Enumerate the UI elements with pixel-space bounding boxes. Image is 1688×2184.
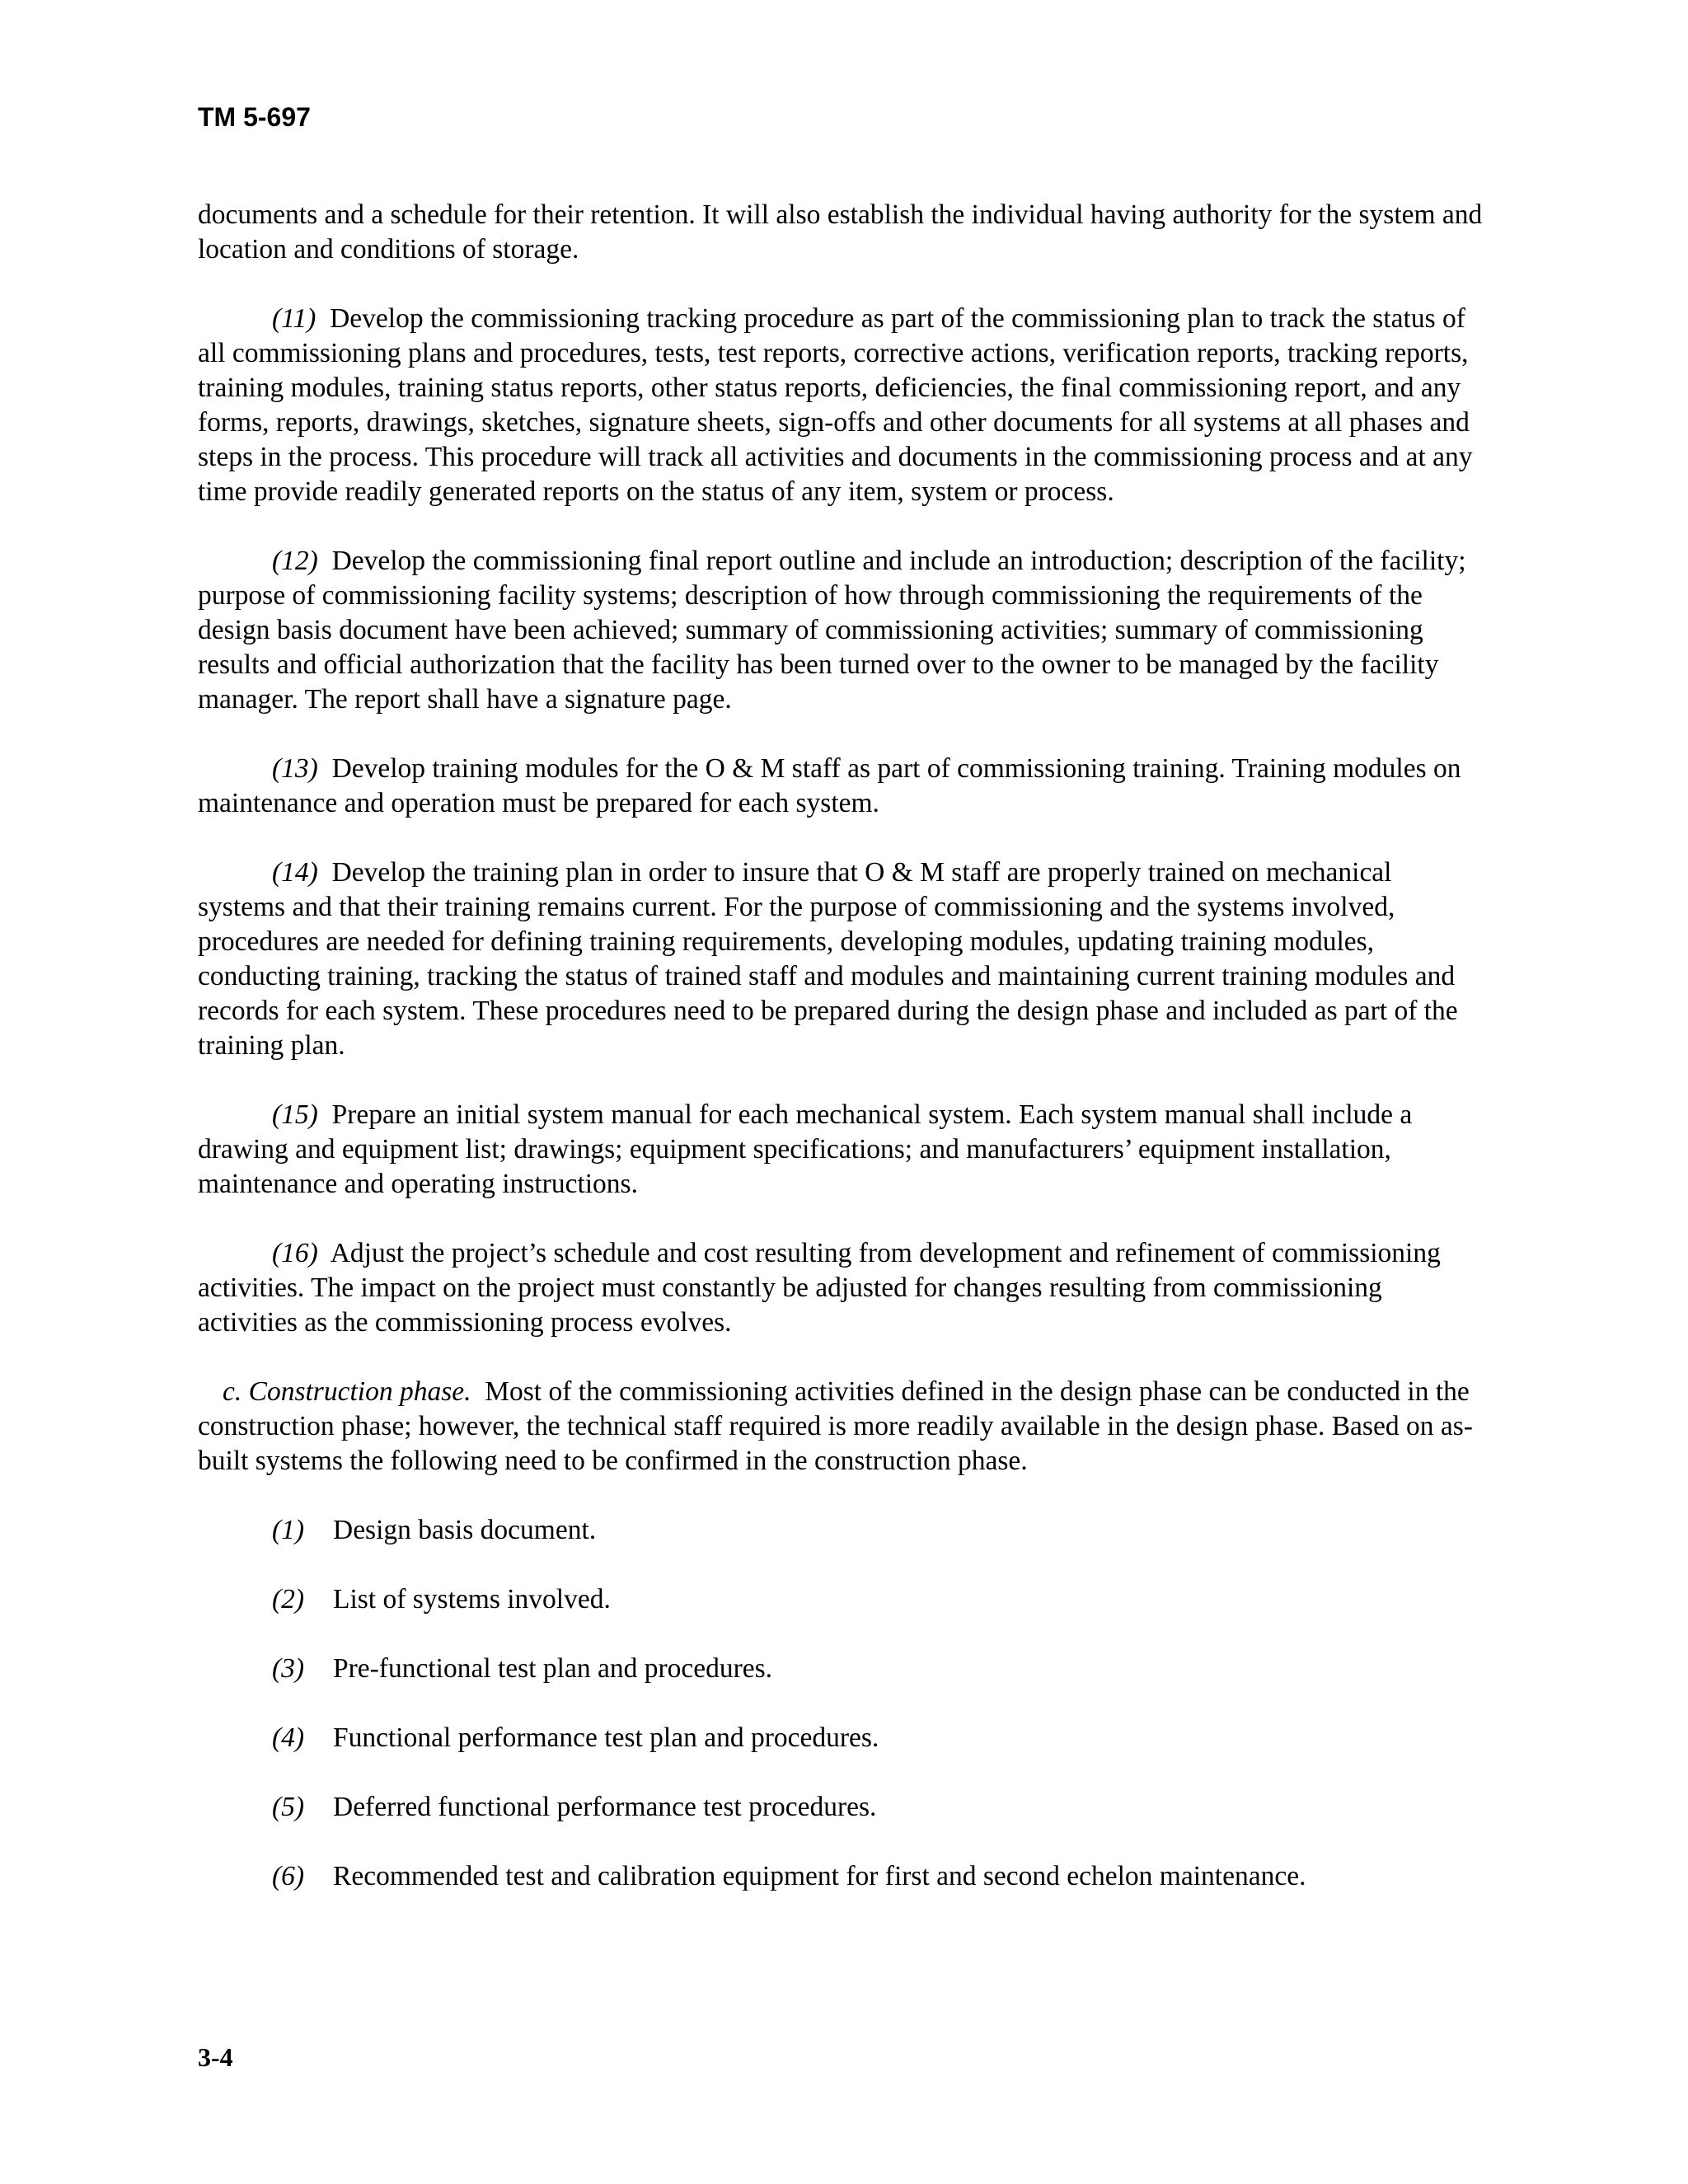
paragraph-number: (12) — [272, 546, 318, 576]
list-item-text: Recommended test and calibration equipment for first and second echelon maintenance. — [333, 1861, 1306, 1891]
paragraph-14 — [198, 855, 1484, 1063]
list-item-text: Design basis document. — [333, 1515, 597, 1545]
list-item-number: (1) — [272, 1515, 305, 1545]
paragraph-text: Develop the commissioning tracking procedure as part of the commissioning plan to track the status of all commissioning plans and procedures, tests, test reports, corrective actions, verification reports, tracking reports, training modules, training status reports, other status reports, deficiencies, the final commissioning report, and any forms, reports, drawings, sketches, signature sheets, sign-offs and other documents for all systems at all phases and steps in the process. This procedure will track all activities and documents in the commissioning process and at any time provide readily generated reports on the status of any item, system or process. — [198, 303, 1473, 507]
list-item-text: Pre-functional test plan and procedures. — [333, 1653, 773, 1684]
list-item-number: (5) — [272, 1792, 305, 1822]
paragraph-number: (13) — [272, 753, 318, 784]
list-item-number: (6) — [272, 1861, 305, 1891]
paragraph-11 — [198, 302, 1484, 509]
paragraph-text: Prepare an initial system manual for each mechanical system. Each system manual shall include a drawing and equipment list; drawings; equipment specifications; and manufacturers’ equipment installation, maintenance and operating instructions. — [198, 1099, 1413, 1199]
paragraph-number: (15) — [272, 1099, 318, 1130]
list-item-text: List of systems involved. — [333, 1584, 611, 1615]
page-number-footer: 3-4 — [198, 2042, 233, 2072]
list-item-number: (4) — [272, 1722, 305, 1753]
paragraph-15 — [198, 1098, 1484, 1202]
paragraph-number: (14) — [272, 857, 318, 888]
list-item — [272, 1582, 1484, 1617]
list-item — [272, 1652, 1484, 1686]
paragraph-text: Adjust the project’s schedule and cost resulting from development and refinement of commissioning activities. The impact on the project must constantly be adjusted for changes resulting from commissioning activities as the commissioning process evolves. — [198, 1238, 1441, 1338]
paragraph-12 — [198, 544, 1484, 717]
list-item — [272, 1513, 1484, 1548]
paragraph-text: Develop training modules for the O & M staff as part of commissioning training. Training modules on maintenance and operation must be prepared for each system. — [198, 753, 1461, 818]
continuation-paragraph: documents and a schedule for their retention. It will also establish the individual having authority for the system and location and conditions of storage. — [198, 199, 1483, 265]
paragraph-number: (11) — [272, 303, 316, 334]
list-item-text: Functional performance test plan and procedures. — [333, 1722, 879, 1753]
list-item-number: (2) — [272, 1584, 305, 1615]
list-item — [272, 1859, 1484, 1894]
paragraph-13 — [198, 752, 1484, 821]
list-item-text: Deferred functional performance test procedures. — [333, 1792, 877, 1822]
construction-phase-paragraph — [198, 1375, 1484, 1479]
document-id-header: TM 5-697 — [198, 102, 311, 132]
paragraph-number: (16) — [272, 1238, 318, 1268]
list-item — [272, 1721, 1484, 1755]
paragraph-16 — [198, 1236, 1484, 1340]
construction-phase-text: Most of the commissioning activities defined in the design phase can be conducted in the construction phase; however, the technical staff required is more readily available in the design phase. Based on as-built systems the following need to be confirmed in the construction phase. — [198, 1376, 1473, 1476]
construction-phase-label: c. Construction phase. — [223, 1376, 471, 1407]
document-body — [198, 198, 1484, 1929]
list-item-number: (3) — [272, 1653, 305, 1684]
list-item — [272, 1790, 1484, 1825]
paragraph-text: Develop the commissioning final report outline and include an introduction; description of the facility; purpose of commissioning facility systems; description of how through commissioning the requirements of the design basis document have been achieved; summary of commissioning activities; summary of commissioning results and official authorization that the facility has been turned over to the owner to be managed by the facility manager. The report shall have a signature page. — [198, 546, 1466, 715]
paragraph-text: Develop the training plan in order to insure that O & M staff are properly trained on mechanical systems and that their training remains current. For the purpose of commissioning and the systems involved, procedures are needed for defining training requirements, developing modules, updating training modules, conducting training, tracking the status of trained staff and modules and maintaining current training modules and records for each system. These procedures need to be prepared during the design phase and included as part of the training plan. — [198, 857, 1458, 1061]
